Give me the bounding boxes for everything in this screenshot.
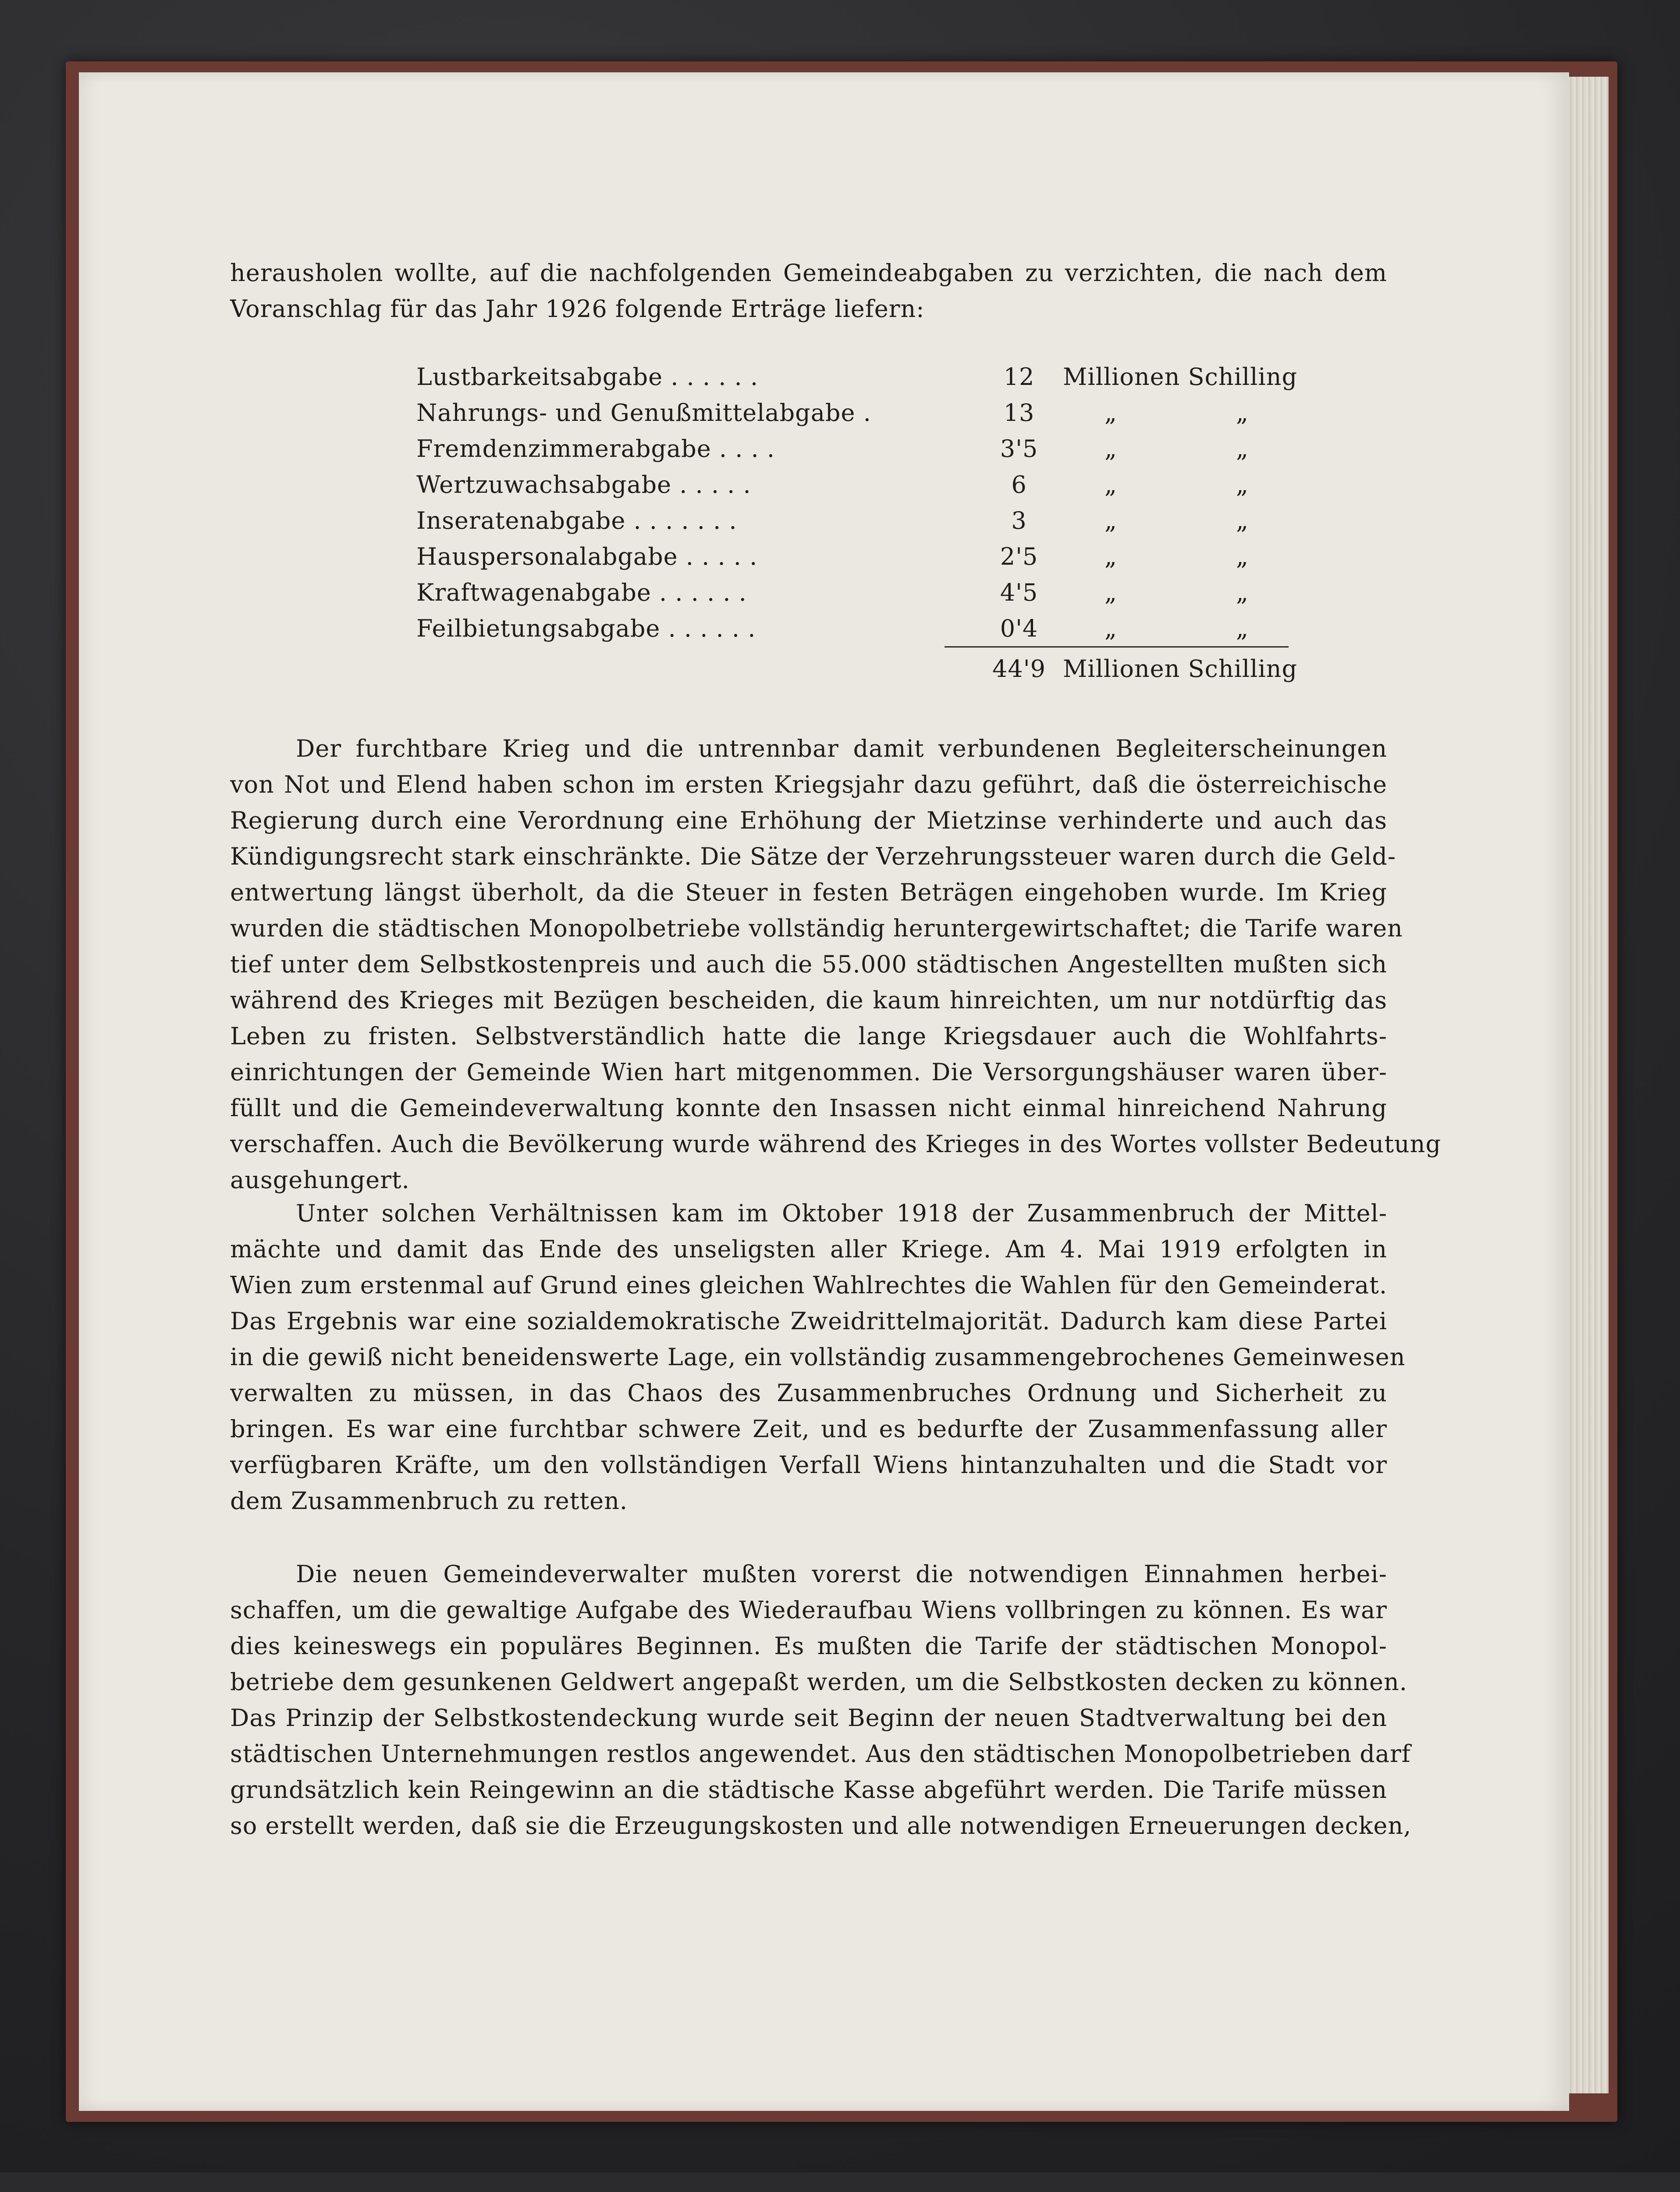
table-row <box>230 575 1387 610</box>
ditto-mark: „ <box>1236 471 1249 498</box>
row-value: 3 <box>1011 507 1027 534</box>
paragraph-line: Das Ergebnis war eine sozialdemokratische Zweidrittelmajorität. Dadurch kam diese Partei <box>230 1307 1387 1335</box>
paragraph-line: schaffen, um die gewaltige Aufgabe des Wiederaufbau Wiens vollbringen zu können. Es war <box>230 1596 1387 1624</box>
paragraph-line: von Not und Elend haben schon im ersten Kriegsjahr dazu geführt, daß die österreichische <box>230 771 1387 798</box>
ditto-mark: „ <box>1236 435 1249 463</box>
row-value: 0'4 <box>1000 615 1038 642</box>
row-unit: Millionen Schilling <box>1063 363 1298 391</box>
leader-dots: . . . . . . <box>660 615 756 642</box>
leader-dots: . . . . . . <box>651 579 747 606</box>
row-label-text: Wertzuwachsabgabe <box>416 471 671 498</box>
leader-dots: . . . . . . . <box>625 507 737 534</box>
intro-line: herausholen wollte, auf die nachfolgenden Gemeindeabgaben zu verzichten, die nach dem <box>230 259 1387 287</box>
paragraph-line: verfügbaren Kräfte, um den vollständigen Verfall Wiens hintanzuhalten und die Stadt vor <box>230 1451 1387 1479</box>
ditto-mark: „ <box>1105 399 1117 427</box>
table-row <box>230 503 1387 538</box>
paragraph-line: einrichtungen der Gemeinde Wien hart mitgenommen. Die Versorgungshäuser waren über- <box>230 1058 1387 1086</box>
total-row <box>230 651 1387 687</box>
intro-line: Voranschlag für das Jahr 1926 folgende Erträge liefern: <box>230 295 925 323</box>
row-label <box>416 359 991 395</box>
row-value: 13 <box>1003 399 1035 427</box>
row-value: 2'5 <box>1000 543 1038 570</box>
table-row <box>230 611 1387 646</box>
row-label-text: Nahrungs- und Genußmittelabgabe <box>416 399 856 427</box>
paragraph-line: füllt und die Gemeindeverwaltung konnte den Insassen nicht einmal hinreichend Nahrung <box>230 1094 1387 1122</box>
paragraph-line: ausgehungert. <box>230 1166 410 1194</box>
paragraph-line: Regierung durch eine Verordnung eine Erhöhung der Mietzinse verhinderte und auch das <box>230 807 1387 834</box>
row-value: 12 <box>1003 363 1035 391</box>
paragraph-line: Kündigungsrecht stark einschränkte. Die Sätze der Verzehrungssteuer waren durch die Geld- <box>230 843 1396 870</box>
table-row <box>230 395 1387 431</box>
row-label <box>416 467 991 502</box>
paragraph-line: Leben zu fristen. Selbstverständlich hatte die lange Kriegsdauer auch die Wohlfahrts- <box>230 1022 1387 1050</box>
paragraph-line: wurden die städtischen Monopolbetriebe vollständig heruntergewirtschaftet; die Tarife waren <box>230 915 1403 942</box>
row-label <box>416 611 991 646</box>
ditto-mark: „ <box>1105 543 1117 570</box>
leader-dots: . . . . . . <box>663 363 759 391</box>
row-label <box>416 503 991 538</box>
sum-rule <box>945 646 1289 648</box>
paragraph-line: grundsätzlich kein Reingewinn an die städtische Kasse abgeführt werden. Die Tarife müssen <box>230 1776 1387 1804</box>
row-label-text: Kraftwagenabgabe <box>416 579 651 606</box>
ditto-mark: „ <box>1105 471 1117 498</box>
row-value: 3'5 <box>1000 435 1038 463</box>
ditto-mark: „ <box>1236 543 1249 570</box>
paragraph-line: Die neuen Gemeindeverwalter mußten vorerst die notwendigen Einnahmen herbei- <box>296 1560 1387 1588</box>
paragraph-line: Wien zum erstenmal auf Grund eines gleichen Wahlrechtes die Wahlen für den Gemeinderat. <box>230 1271 1387 1299</box>
paragraph-line: tief unter dem Selbstkostenpreis und auch die 55.000 städtischen Angestellten mußten sich <box>230 950 1387 978</box>
paragraph-line: während des Krieges mit Bezügen bescheiden, die kaum hinreichten, um nur notdürftig das <box>230 986 1387 1014</box>
paragraph-line: Das Prinzip der Selbstkostendeckung wurde seit Beginn der neuen Stadtverwaltung bei den <box>230 1704 1387 1732</box>
total-value: 44'9 <box>992 655 1046 683</box>
row-label-text: Hauspersonalabgabe <box>416 543 678 570</box>
table-row <box>230 539 1387 574</box>
row-label <box>416 539 991 574</box>
row-label-text: Inseratenabgabe <box>416 507 626 534</box>
table-row <box>230 431 1387 466</box>
row-value: 6 <box>1011 471 1027 498</box>
row-label-text: Fremdenzimmerabgabe <box>416 435 711 463</box>
paragraph-line: in die gewiß nicht beneidenswerte Lage, ein vollständig zusammengebrochenes Gemeinwesen <box>230 1343 1406 1371</box>
leader-dots: . <box>855 399 871 427</box>
row-label-text: Lustbarkeitsabgabe <box>416 363 663 391</box>
paragraph-line: mächte und damit das Ende des unseligsten aller Kriege. Am 4. Mai 1919 erfolgten in <box>230 1235 1387 1263</box>
paragraph-line: dem Zusammenbruch zu retten. <box>230 1487 628 1515</box>
ditto-mark: „ <box>1236 579 1249 606</box>
paragraph-line: städtischen Unternehmungen restlos angewendet. Aus den städtischen Monopolbetrieben darf <box>230 1740 1411 1768</box>
paragraph-line: dies keineswegs ein populäres Beginnen. Es mußten die Tarife der städtischen Monopol- <box>230 1632 1387 1660</box>
leader-dots: . . . . <box>711 435 775 463</box>
row-label-text: Feilbietungsabgabe <box>416 615 661 642</box>
row-value: 4'5 <box>1000 579 1038 606</box>
ditto-mark: „ <box>1105 615 1117 642</box>
ditto-mark: „ <box>1236 399 1249 427</box>
book-page <box>79 72 1569 2111</box>
leader-dots: . . . . . <box>678 543 758 570</box>
paragraph-line: entwertung längst überholt, da die Steuer in festen Beträgen eingehoben wurde. Im Krieg <box>230 879 1387 906</box>
ditto-mark: „ <box>1105 435 1117 463</box>
row-label <box>416 395 991 431</box>
row-label <box>416 431 991 466</box>
paragraph-line: bringen. Es war eine furchtbar schwere Zeit, und es bedurfte der Zusammenfassung aller <box>230 1415 1387 1443</box>
leader-dots: . . . . . <box>671 471 751 498</box>
paragraph-line: Der furchtbare Krieg und die untrennbar damit verbundenen Begleiterscheinungen <box>296 735 1387 762</box>
ditto-mark: „ <box>1105 507 1117 534</box>
ditto-mark: „ <box>1236 507 1249 534</box>
ditto-mark: „ <box>1105 579 1117 606</box>
paragraph-line: so erstellt werden, daß sie die Erzeugungskosten und alle notwendigen Erneuerungen decken, <box>230 1812 1412 1840</box>
total-unit: Millionen Schilling <box>1063 655 1298 683</box>
paragraph-line: verwalten zu müssen, in das Chaos des Zusammenbruches Ordnung und Sicherheit zu <box>230 1379 1387 1407</box>
ditto-mark: „ <box>1236 615 1249 642</box>
paragraph-line: betriebe dem gesunkenen Geldwert angepaßt werden, um die Selbstkosten decken zu können. <box>230 1668 1407 1696</box>
table-row <box>230 467 1387 502</box>
paragraph-line: Unter solchen Verhältnissen kam im Oktober 1918 der Zusammenbruch der Mittel- <box>296 1199 1387 1227</box>
paragraph-line: verschaffen. Auch die Bevölkerung wurde während des Krieges in des Wortes vollster Bedeutung <box>230 1130 1442 1158</box>
row-label <box>416 575 991 610</box>
table-row <box>230 359 1387 395</box>
